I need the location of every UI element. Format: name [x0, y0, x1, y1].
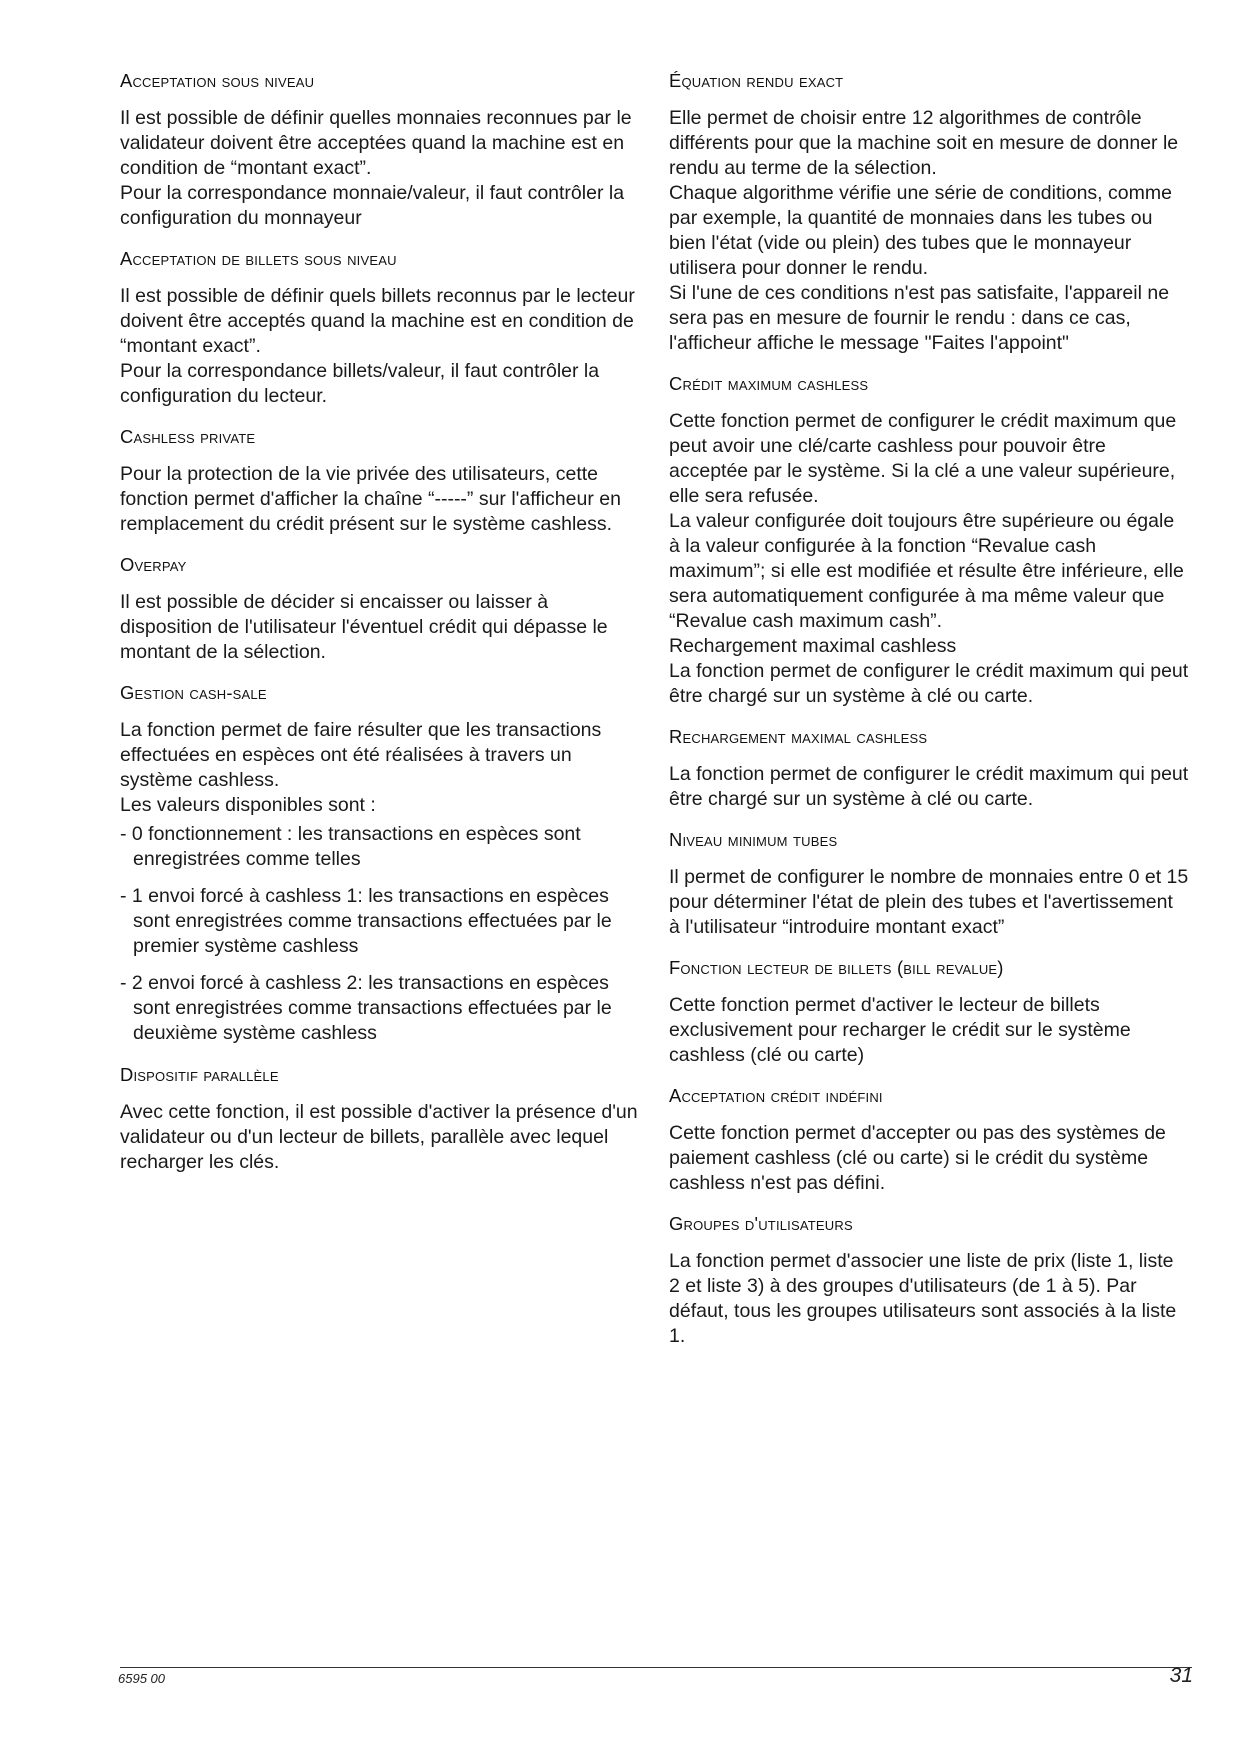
section-heading: Gestion cash-sale — [120, 682, 267, 703]
value-list — [120, 822, 640, 1046]
paragraph: Pour la correspondance monnaie/valeur, il faut contrôler la configuration du monnayeur — [120, 182, 625, 229]
paragraph: La fonction permet de faire résulter que les transactions effectuées en espèces ont été réalisées à travers un système cashless. — [120, 719, 602, 791]
footer-divider — [120, 1667, 1192, 1668]
section-gestion-cash-sale — [120, 676, 640, 1046]
paragraph: Cette fonction permet d'activer le lecteur de billets exclusivement pour recharger le crédit sur le système cashless (clé ou carte) — [669, 994, 1131, 1066]
section-niveau-minimum-tubes — [669, 823, 1189, 940]
list-item: - 0 fonctionnement : les transactions en espèces sont enregistrées comme telles — [120, 823, 581, 870]
paragraph: Il est possible de définir quels billets reconnus par le lecteur doivent être acceptés quand la machine est en condition de “montant exact”. — [120, 285, 635, 357]
paragraph: Cette fonction permet d'accepter ou pas des systèmes de paiement cashless (clé ou carte) si le crédit du système cashless n'est pas défini. — [669, 1122, 1166, 1194]
section-heading: Crédit maximum cashless — [669, 373, 869, 394]
section-acceptation-credit-indefini — [669, 1079, 1189, 1196]
section-heading: Cashless private — [120, 426, 256, 447]
section-overpay — [120, 548, 640, 665]
section-acceptation-de-billets-sous-niveau — [120, 242, 640, 409]
section-heading: Groupes d'utilisateurs — [669, 1213, 853, 1234]
section-heading: Équation rendu exact — [669, 70, 844, 91]
paragraph: La fonction permet de configurer le crédit maximum qui peut être chargé sur un système à clé ou carte. — [669, 660, 1189, 707]
list-item: - 2 envoi forcé à cashless 2: les transactions en espèces sont enregistrées comme transactions effectuées par le deuxième système cashless — [120, 972, 612, 1044]
section-heading: Acceptation sous niveau — [120, 70, 315, 91]
section-heading: Acceptation crédit indéfini — [669, 1085, 883, 1106]
paragraph: Il est possible de décider si encaisser ou laisser à disposition de l'utilisateur l'éventuel crédit qui dépasse le montant de la sélection. — [120, 591, 608, 663]
right-column — [669, 64, 1189, 1360]
section-equation-rendu-exact — [669, 64, 1189, 356]
paragraph: La fonction permet de configurer le crédit maximum qui peut être chargé sur un système à clé ou carte. — [669, 763, 1189, 810]
section-rechargement-maximal-cashless — [669, 720, 1189, 812]
document-code: 6595 00 — [118, 1671, 165, 1686]
section-dispositif-parallele — [120, 1058, 640, 1175]
section-heading: Acceptation de billets sous niveau — [120, 248, 397, 269]
paragraph: Chaque algorithme vérifie une série de conditions, comme par exemple, la quantité de monnaies dans les tubes ou bien l'état (vide ou plein) des tubes que le monnayeur utilisera pour donner le rendu. — [669, 182, 1172, 279]
section-credit-maximum-cashless — [669, 367, 1189, 709]
paragraph: Il est possible de définir quelles monnaies reconnues par le validateur doivent être acceptées quand la machine est en condition de “montant exact”. — [120, 107, 632, 179]
paragraph: La valeur configurée doit toujours être supérieure ou égale à la valeur configurée à la fonction “Revalue cash maximum”; si elle est modifiée et résulte être inférieure, elle sera automatiquement configurée à ma même valeur que “Revalue cash maximum cash”. — [669, 510, 1184, 632]
paragraph: Si l'une de ces conditions n'est pas satisfaite, l'appareil ne sera pas en mesure de fournir le rendu : dans ce cas, l'afficheur affiche le message "Faites l'appoint" — [669, 282, 1170, 354]
section-acceptation-sous-niveau — [120, 64, 640, 231]
paragraph: Pour la protection de la vie privée des utilisateurs, cette fonction permet d'afficher la chaîne “-----” sur l'afficheur en remplacement du crédit présent sur le système cashless. — [120, 463, 621, 535]
paragraph: Cette fonction permet de configurer le crédit maximum que peut avoir une clé/carte cashless pour pouvoir être acceptée par le système. Si la clé a une valeur supérieure, elle sera refusée. — [669, 410, 1177, 507]
left-column — [120, 64, 640, 1186]
section-heading: Fonction lecteur de billets (bill revalue) — [669, 957, 1004, 978]
paragraph: Elle permet de choisir entre 12 algorithmes de contrôle différents pour que la machine soit en mesure de donner le rendu au terme de la sélection. — [669, 107, 1179, 179]
paragraph: Pour la correspondance billets/valeur, il faut contrôler la configuration du lecteur. — [120, 360, 600, 407]
list-item: - 1 envoi forcé à cashless 1: les transactions en espèces sont enregistrées comme transactions effectuées par le premier système cashless — [120, 885, 612, 957]
paragraph: Avec cette fonction, il est possible d'activer la présence d'un validateur ou d'un lecteur de billets, parallèle avec lequel recharger les clés. — [120, 1101, 638, 1173]
section-heading: Overpay — [120, 554, 187, 575]
paragraph: Il permet de configurer le nombre de monnaies entre 0 et 15 pour déterminer l'état de plein des tubes et l'avertissement à l'utilisateur “introduire montant exact” — [669, 866, 1189, 938]
page-number: 31 — [1169, 1664, 1193, 1687]
section-heading: Rechargement maximal cashless — [669, 726, 928, 747]
paragraph: La fonction permet d'associer une liste de prix (liste 1, liste 2 et liste 3) à des groupes d'utilisateurs (de 1 à 5). Par défaut, tous les groupes utilisateurs sont associés à la liste 1. — [669, 1250, 1177, 1347]
section-fonction-lecteur-de-billets-bill-revalue — [669, 951, 1189, 1068]
paragraph: Les valeurs disponibles sont : — [120, 794, 376, 816]
paragraph: Rechargement maximal cashless — [669, 635, 957, 657]
section-groupes-d-utilisateurs — [669, 1207, 1189, 1349]
section-cashless-private — [120, 420, 640, 537]
section-heading: Niveau minimum tubes — [669, 829, 838, 850]
section-heading: Dispositif parallèle — [120, 1064, 279, 1085]
